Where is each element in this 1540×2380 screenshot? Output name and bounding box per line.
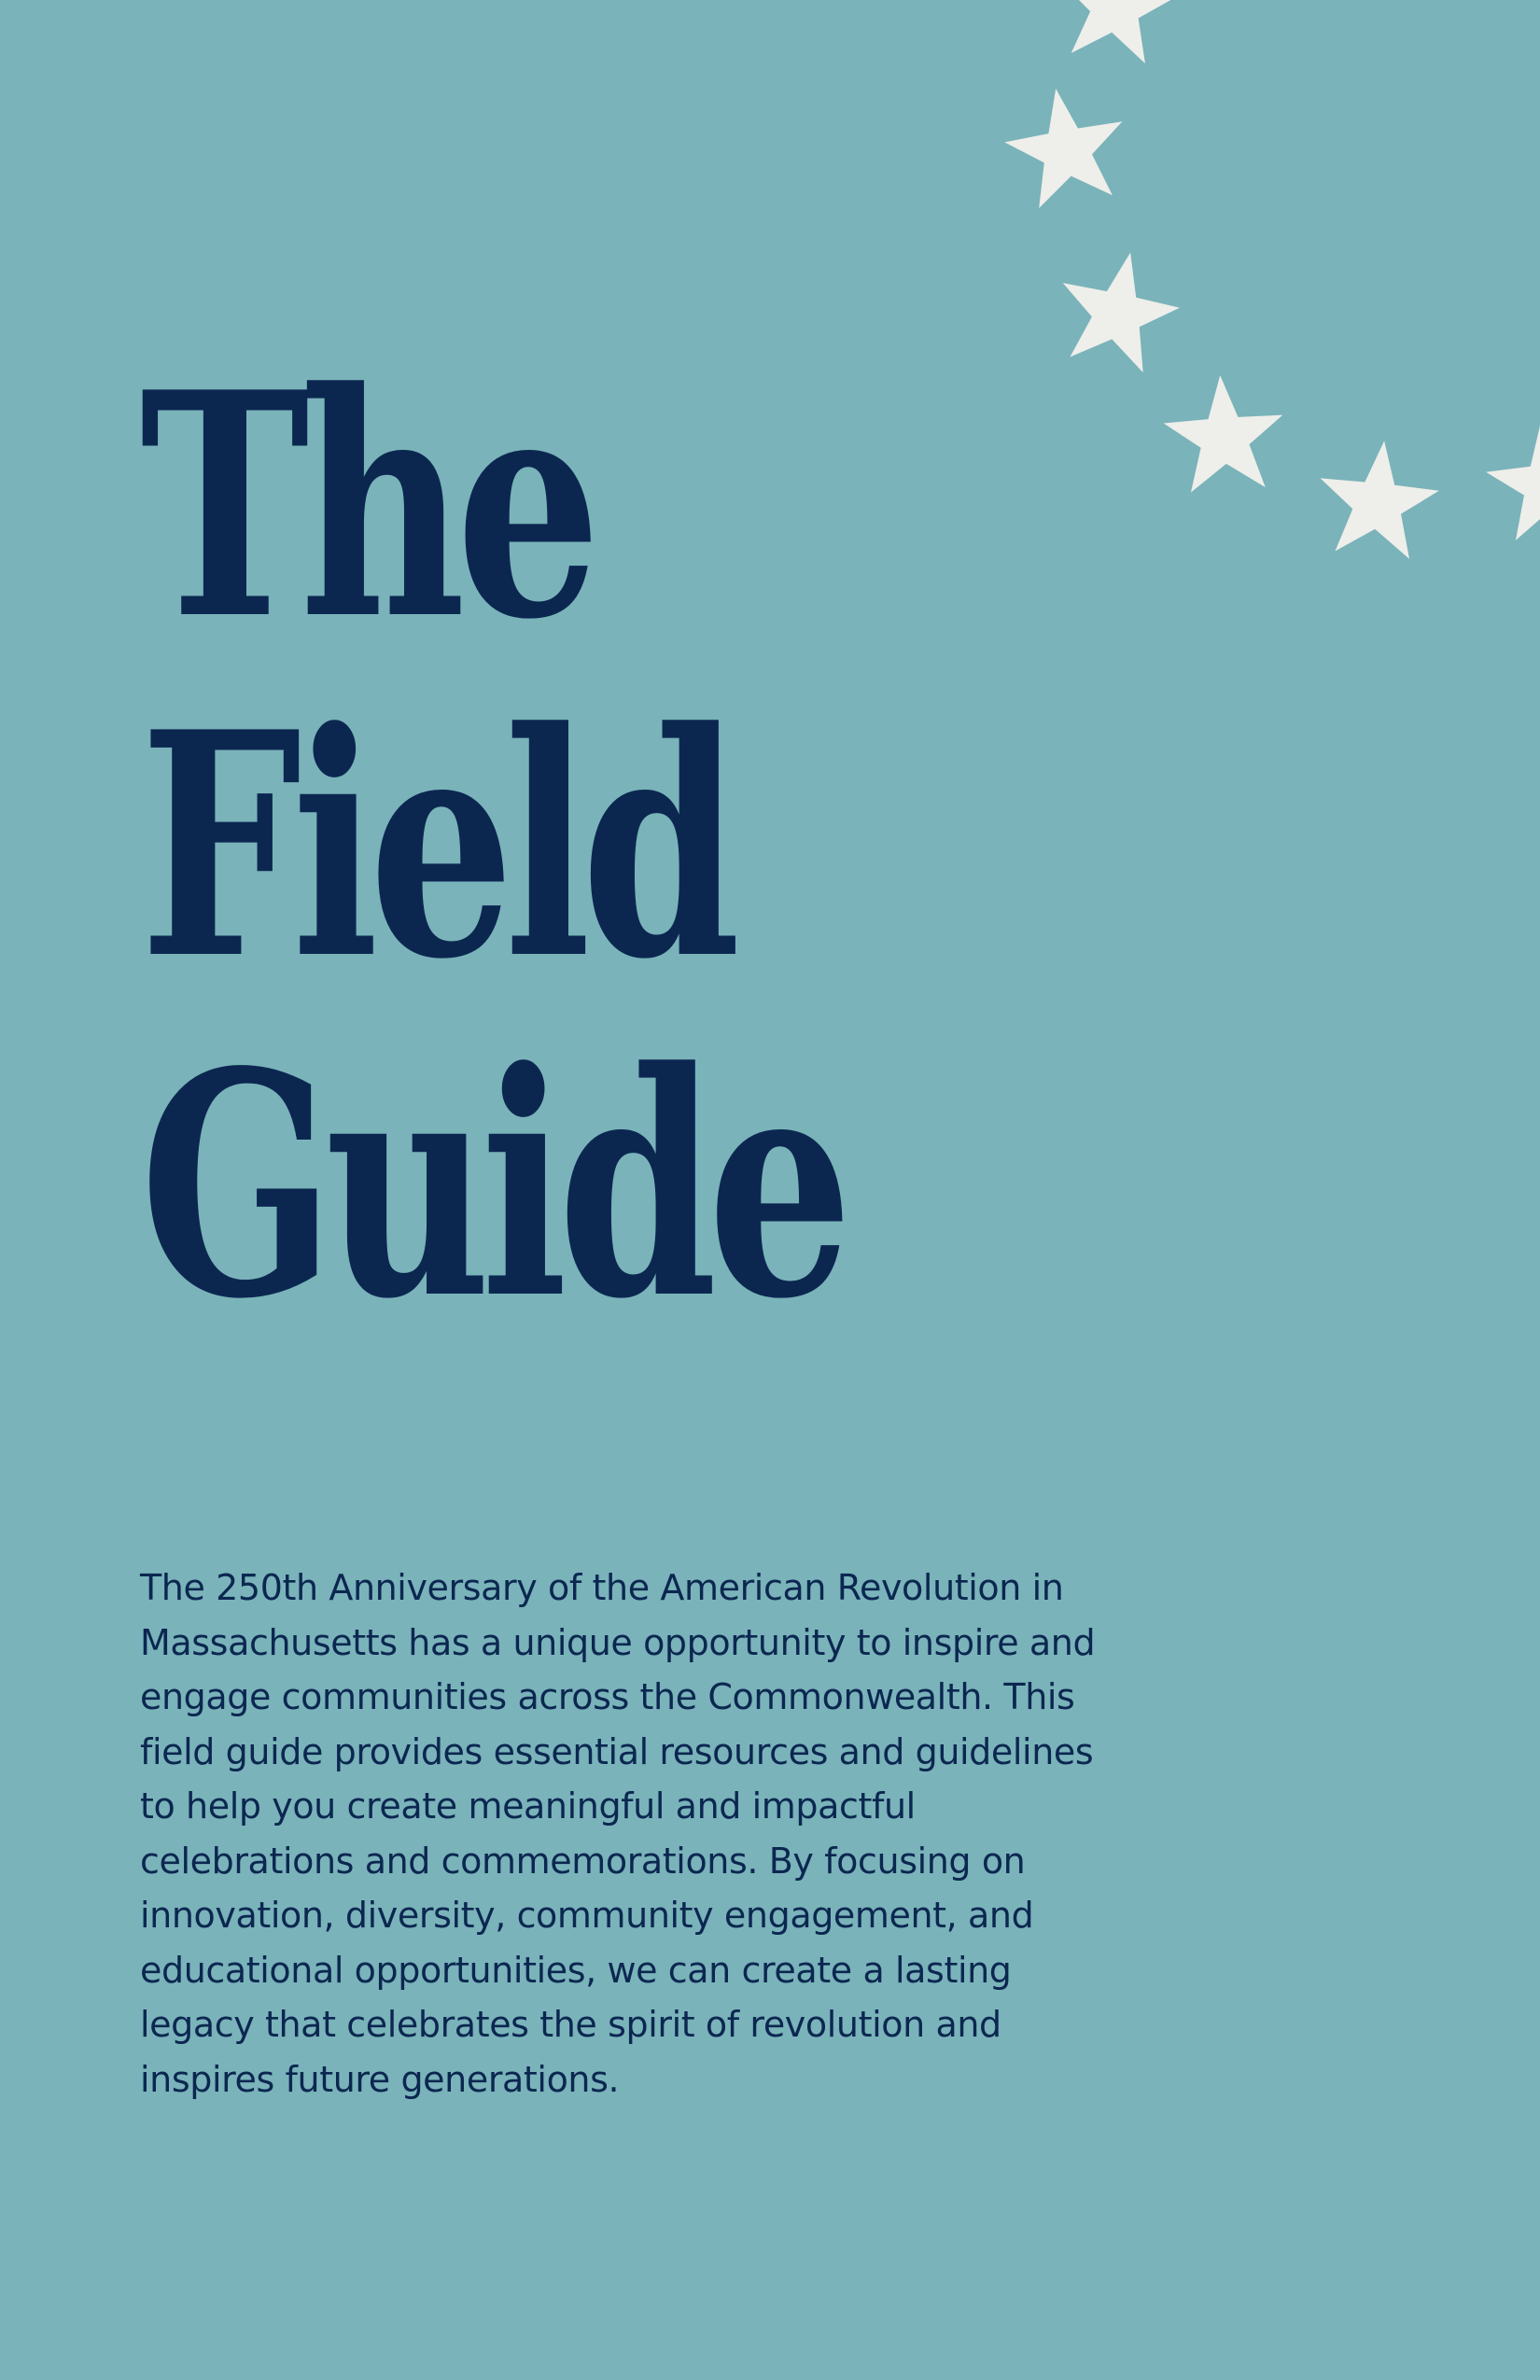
star-icon — [1048, 240, 1189, 377]
title-line-guide: Guide — [140, 1004, 844, 1366]
title-line-field: Field — [140, 665, 732, 1027]
star-icon — [1313, 435, 1444, 562]
star-icon — [1481, 416, 1540, 543]
intro-paragraph: The 250th Anniversary of the American Revolution in Massachusetts has a unique opportunity to inspire and engage communities across the Commonwealth. This field guide provides essential resources and guidelines to help you create meaningful and impactful celebrations and commemorations. By focusing on innovation, diversity, community engagement, and educational opportunities, we can create a lasting legacy that celebrates the spirit of revolution and inspires future generations. — [140, 1567, 1096, 2100]
star-icon — [1160, 371, 1287, 495]
star-icon — [997, 78, 1134, 212]
title-line-the: The — [140, 325, 592, 687]
star-icon — [1049, 0, 1183, 66]
page-title — [140, 325, 844, 1366]
